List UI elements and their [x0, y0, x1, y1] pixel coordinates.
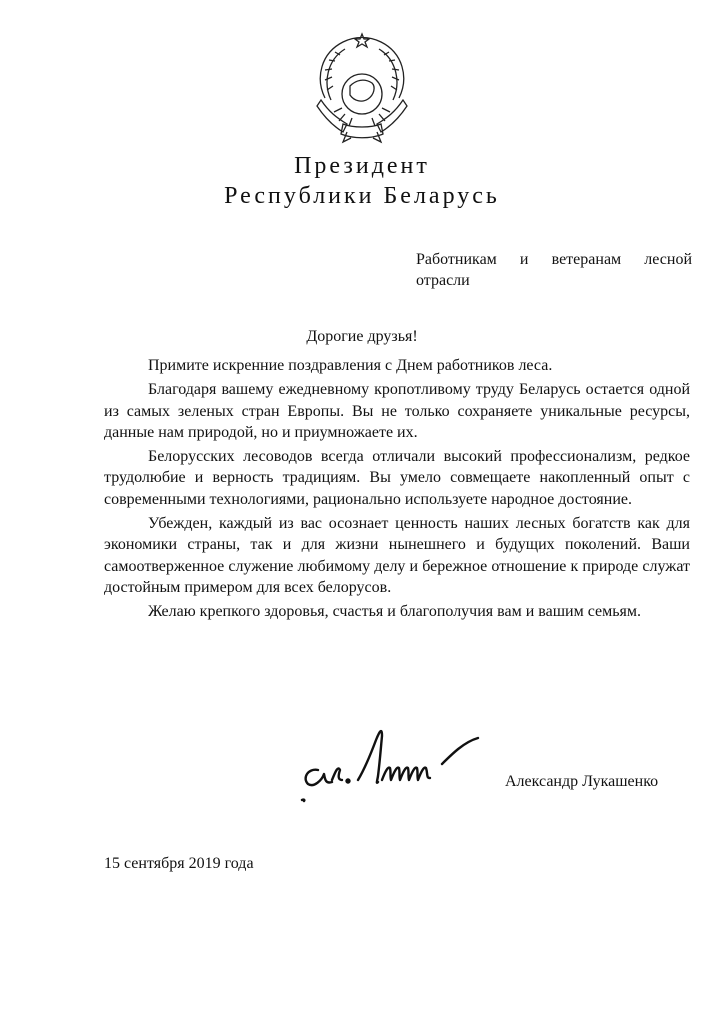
title-president: Президент	[294, 153, 430, 179]
letter-paragraph: Благодаря вашему ежедневному кропотливому труду Беларусь остается одной из самых зеленых стран Европы. Вы не только сохраняете уникальные ресурсы, данные нам природой, но и приумножаете их.	[104, 381, 690, 441]
letter-paragraph: Белорусских лесоводов всегда отличали высокий профессионализм, редкое трудолюбие и верность традициям. Вы умело совмещаете накопленный опыт с современными технологиями, рационально используете народное достояние.	[104, 448, 690, 508]
state-emblem-icon	[303, 28, 421, 146]
handwritten-signature-icon	[292, 718, 492, 808]
addressee-line: отрасли	[416, 272, 470, 289]
addressee-line: Работникам и ветеранам лесной	[416, 251, 692, 268]
letter-paragraph: Желаю крепкого здоровья, счастья и благополучия вам и вашим семьям.	[148, 603, 642, 621]
addressee	[416, 249, 692, 291]
letter-paragraph: Убежден, каждый из вас осознает ценность наших лесных богатств как для экономики страны, так и для жизни нынешнего и будущих поколений. Ваши самоотверженное служение любимому делу и бережное отношение к природе служат достойным примером для всех белорусов.	[104, 515, 690, 596]
letter-date: 15 сентября 2019 года	[104, 855, 254, 872]
title-republic: Республики Беларусь	[224, 183, 500, 209]
salutation: Дорогие друзья!	[306, 328, 418, 345]
letter-paragraph: Примите искренние поздравления с Днем работников леса.	[148, 357, 553, 374]
signer-name: Александр Лукашенко	[505, 773, 659, 790]
letter-body	[104, 355, 690, 626]
